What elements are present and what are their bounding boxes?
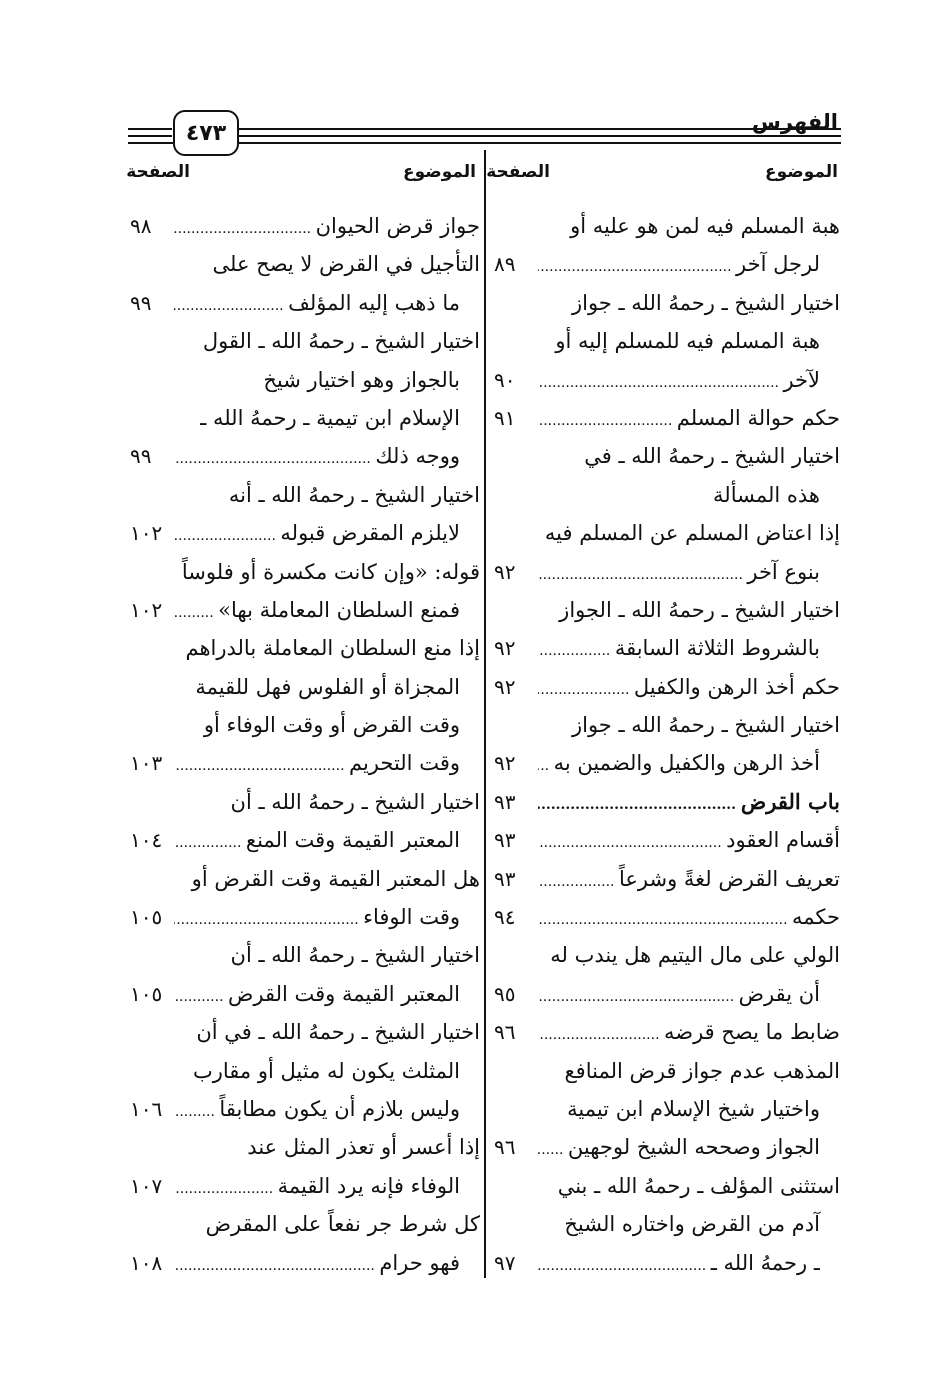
index-entry <box>130 706 480 744</box>
index-entry <box>490 1090 840 1128</box>
index-entry <box>490 553 840 591</box>
entry-page-number: ١٠٣ <box>130 751 163 776</box>
header-rule <box>128 128 172 130</box>
index-entry <box>130 399 480 437</box>
index-entry <box>490 591 840 629</box>
entry-page-number: ٨٩ <box>494 252 516 277</box>
index-entry <box>490 821 840 859</box>
entry-page-number: ٩٠ <box>494 367 516 392</box>
entry-title: استثنى المؤلف ـ رحمهُ الله ـ بني <box>557 1173 840 1198</box>
left-page-label: الصفحة <box>126 162 190 182</box>
index-entry <box>490 668 840 706</box>
entry-page-number: ٩٤ <box>494 905 516 930</box>
entry-title: ووجه ذلك ..... <box>174 437 460 475</box>
index-entry <box>490 860 840 898</box>
index-entry <box>130 936 480 974</box>
section-title: الفهرس <box>751 110 838 134</box>
index-entry <box>490 399 840 437</box>
entry-page-number: ٩٢ <box>494 674 516 699</box>
entry-title: هل المعتبر القيمة وقت القرض أو <box>191 866 480 891</box>
index-entry <box>130 591 480 629</box>
entry-title: اختيار الشيخ ـ رحمهُ الله ـ في أن <box>196 1020 480 1045</box>
entry-title: الولي على مال اليتيم هل يندب له <box>550 943 840 968</box>
index-entry <box>490 783 840 821</box>
entry-title: إذا أعسر أو تعذر المثل عند <box>247 1135 480 1160</box>
index-entry <box>130 361 480 399</box>
entry-page-number: ٩٢ <box>494 636 516 661</box>
entry-title: هذه المسألة <box>713 482 820 507</box>
entry-page-number: ٩٩ <box>130 444 152 469</box>
entry-title: بالجواز وهو اختيار شيخ <box>263 367 460 392</box>
index-entry <box>130 860 480 898</box>
entry-title: الإسلام ابن تيمية ـ رحمهُ الله ـ <box>200 405 460 430</box>
entry-page-number: ٩٨ <box>130 214 152 238</box>
entry-page-number: ١٠٤ <box>130 828 163 853</box>
entry-title: لايلزم المقرض قبوله ..... <box>174 514 460 552</box>
entry-page-number: ١٠٢ <box>130 597 163 622</box>
entry-title: اختيار الشيخ ـ رحمهُ الله ـ الجواز <box>559 597 840 622</box>
index-entry <box>490 629 840 667</box>
index-entry <box>490 1052 840 1090</box>
right-page-label: الصفحة <box>486 162 550 182</box>
entry-title: ضابط ما يصح قرضه ..... <box>538 1013 840 1051</box>
entry-title: وقت القرض أو وقت الوفاء أو <box>203 713 460 738</box>
entry-title: قوله: «وإن كانت مكسرة أو فلوساً <box>181 559 480 584</box>
entry-title: المجزاة أو الفلوس فهل للقيمة <box>195 674 460 699</box>
entry-page-number: ١٠٥ <box>130 981 163 1006</box>
entry-title: التأجيل في القرض لا يصح على <box>212 252 480 277</box>
index-entry <box>490 476 840 514</box>
entry-title: ما ذهب إليه المؤلف ..... <box>174 284 460 322</box>
right-topic-label: الموضوع <box>765 162 838 182</box>
index-entry <box>130 821 480 859</box>
entry-title: اختيار الشيخ ـ رحمهُ الله ـ أنه <box>228 482 480 507</box>
index-entry <box>130 1090 480 1128</box>
entry-title: أخذ الرهن والكفيل والضمين به ..... <box>538 744 820 782</box>
entry-title: بالشروط الثلاثة السابقة ..... <box>538 629 820 667</box>
entry-page-number: ٩٣ <box>494 866 516 891</box>
index-entry <box>490 322 840 360</box>
entry-title: لرجل آخر ..... <box>538 245 820 283</box>
entry-title: المثلث يكون له مثيل أو مقارب <box>192 1058 460 1083</box>
index-entry <box>130 476 480 514</box>
entry-title: فهو حرام ..... <box>174 1244 460 1282</box>
index-entry <box>130 744 480 782</box>
index-entry <box>130 553 480 591</box>
header-rule <box>128 135 172 137</box>
entry-title: الجواز وصححه الشيخ لوجهين ..... <box>538 1128 820 1166</box>
entry-page-number: ٩٩ <box>130 290 152 315</box>
index-entry <box>490 437 840 475</box>
index-entry <box>490 207 840 245</box>
entry-title: حكمه ..... <box>538 898 840 936</box>
entry-title: هبة المسلم فيه للمسلم إليه أو <box>555 329 820 354</box>
index-entry <box>130 514 480 552</box>
entry-title: الوفاء فإنه يرد القيمة ..... <box>174 1167 460 1205</box>
page-number: ٤٧٣ <box>173 110 239 156</box>
index-entry <box>130 1052 480 1090</box>
entry-page-number: ٩٦ <box>494 1020 516 1045</box>
entry-page-number: ٩٣ <box>494 789 516 814</box>
index-entry <box>490 898 840 936</box>
index-entry <box>490 284 840 322</box>
entry-page-number: ٩٥ <box>494 981 516 1006</box>
entry-title: أقسام العقود ..... <box>538 821 840 859</box>
index-entry <box>130 783 480 821</box>
index-entry <box>490 744 840 782</box>
header-rule <box>236 135 841 137</box>
entry-page-number: ١٠٥ <box>130 905 163 930</box>
index-entry <box>130 245 480 283</box>
entry-title: هبة المسلم فيه لمن هو عليه أو <box>570 214 840 238</box>
right-index-column <box>490 207 840 1282</box>
entry-page-number: ١٠٧ <box>130 1173 163 1198</box>
entry-page-number: ٩٦ <box>494 1135 516 1160</box>
entry-title: ـ رحمهُ الله ـ ..... <box>538 1244 820 1282</box>
index-entry <box>130 284 480 322</box>
entry-page-number: ١٠٦ <box>130 1096 163 1121</box>
index-entry <box>130 668 480 706</box>
index-entry <box>130 1205 480 1243</box>
index-entry <box>130 322 480 360</box>
entry-page-number: ١٠٢ <box>130 521 163 546</box>
index-entry <box>130 207 480 245</box>
entry-page-number: ٩٣ <box>494 828 516 853</box>
index-entry <box>130 1244 480 1282</box>
entry-page-number: ١٠٨ <box>130 1250 163 1275</box>
entry-title: بنوع آخر ..... <box>538 553 820 591</box>
entry-title: وقت التحريم ..... <box>174 744 460 782</box>
index-entry <box>490 1128 840 1166</box>
header-rule <box>236 128 841 130</box>
index-entry <box>490 514 840 552</box>
entry-title: لآخر ..... <box>538 361 820 399</box>
entry-title: إذا اعتاض المسلم عن المسلم فيه <box>544 521 840 546</box>
entry-title: المعتبر القيمة وقت المنع ..... <box>174 821 460 859</box>
entry-title: باب القرض ..... <box>538 783 840 821</box>
left-index-column <box>130 207 480 1282</box>
entry-title: اختيار الشيخ ـ رحمهُ الله ـ في <box>584 444 840 469</box>
entry-title: أن يقرض ..... <box>538 975 820 1013</box>
entry-page-number: ٩٢ <box>494 559 516 584</box>
index-entry <box>490 245 840 283</box>
index-entry <box>490 936 840 974</box>
entry-title: فمنع السلطان المعاملة بها» ..... <box>174 591 460 629</box>
entry-title: آدم من القرض واختاره الشيخ <box>564 1212 820 1237</box>
entry-page-number: ٩١ <box>494 405 516 430</box>
column-divider <box>484 150 486 1278</box>
index-entry <box>130 1013 480 1051</box>
entry-title: اختيار الشيخ ـ رحمهُ الله ـ جواز <box>571 290 840 315</box>
entry-title: واختيار شيخ الإسلام ابن تيمية <box>567 1096 820 1121</box>
index-entry <box>130 1167 480 1205</box>
entry-page-number: ٩٧ <box>494 1250 516 1275</box>
index-entry <box>490 1205 840 1243</box>
entry-title: جواز قرض الحيوان ..... <box>174 207 480 245</box>
index-entry <box>130 437 480 475</box>
index-entry <box>130 975 480 1013</box>
entry-title: تعريف القرض لغةً وشرعاً ..... <box>538 860 840 898</box>
entry-title: حكم أخذ الرهن والكفيل ..... <box>538 668 840 706</box>
index-entry <box>490 361 840 399</box>
entry-title: وليس بلازم أن يكون مطابقاً ..... <box>174 1090 460 1128</box>
index-entry <box>490 1013 840 1051</box>
entry-title: وقت الوفاء ..... <box>174 898 460 936</box>
entry-title: المذهب عدم جواز قرض المنافع <box>564 1058 840 1083</box>
index-entry <box>130 1128 480 1166</box>
index-entry <box>490 1244 840 1282</box>
index-entry <box>130 898 480 936</box>
left-topic-label: الموضوع <box>403 162 476 182</box>
entry-title: اختيار الشيخ ـ رحمهُ الله ـ أن <box>230 789 480 814</box>
entry-title: اختيار الشيخ ـ رحمهُ الله ـ القول <box>202 329 480 354</box>
index-entry <box>490 1167 840 1205</box>
entry-page-number: ٩٢ <box>494 751 516 776</box>
entry-title: المعتبر القيمة وقت القرض ..... <box>174 975 460 1013</box>
entry-title: حكم حوالة المسلم ..... <box>538 399 840 437</box>
entry-title: إذا منع السلطان المعاملة بالدراهم <box>185 636 480 661</box>
index-entry <box>490 706 840 744</box>
page-header <box>0 0 952 160</box>
entry-title: اختيار الشيخ ـ رحمهُ الله ـ جواز <box>571 713 840 738</box>
entry-title: اختيار الشيخ ـ رحمهُ الله ـ أن <box>230 943 480 968</box>
entry-title: كل شرط جر نفعاً على المقرض <box>205 1212 480 1237</box>
index-entry <box>490 975 840 1013</box>
index-entry <box>130 629 480 667</box>
